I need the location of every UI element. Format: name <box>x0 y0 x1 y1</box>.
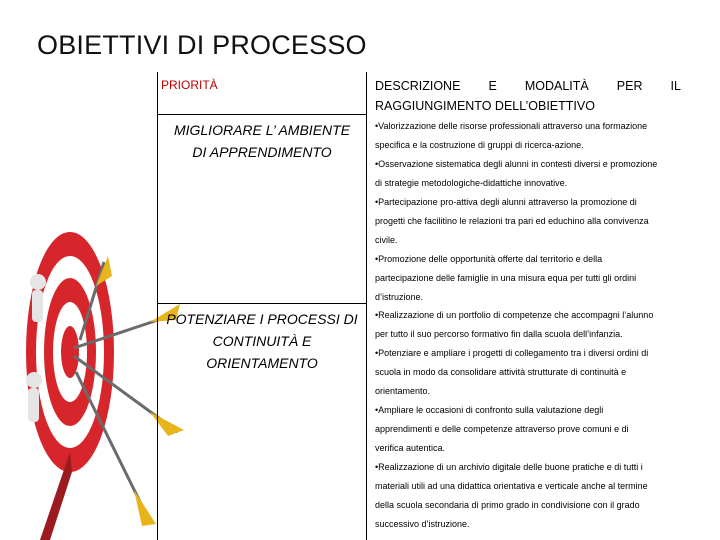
priority-area-title <box>159 308 365 374</box>
table-left-border <box>157 72 158 540</box>
area-title-line: MIGLIORARE L’ AMBIENTE <box>173 122 351 138</box>
area-title-line: ORIENTAMENTO <box>206 355 318 371</box>
bullet-line: •Partecipazione pro-attiva degli alunni attraverso la promozione di <box>375 197 637 207</box>
bullet-line: specifica e la costruzione di gruppi di ricerca-azione. <box>375 140 584 150</box>
bullet-line: successivo d’istruzione. <box>375 519 470 529</box>
bullet-line: apprendimenti e delle competenze attraverso prove comuni e di <box>375 424 629 434</box>
row-divider <box>157 303 366 304</box>
row-divider <box>157 114 366 115</box>
column-divider <box>366 72 367 540</box>
bullet-line: •Potenziare e ampliare i progetti di collegamento tra i diversi ordini di <box>375 348 649 358</box>
priority-header: PRIORITÀ <box>161 78 218 92</box>
header-word: PER <box>616 79 643 93</box>
header-word: IL <box>670 79 681 93</box>
description-bullets <box>375 117 681 307</box>
bullet-line: verifica autentica. <box>375 443 446 453</box>
area-title-line: POTENZIARE I PROCESSI DI <box>166 311 358 327</box>
objectives-table <box>157 72 685 540</box>
description-header-line2: RAGGIUNGIMENTO DELL’OBIETTIVO <box>375 99 595 113</box>
bullet-line: d’istruzione. <box>375 292 424 302</box>
description-header-line1 <box>375 76 681 96</box>
bullet-line: •Realizzazione di un portfolio di competenze che accompagni l’alunno <box>375 310 654 320</box>
priority-area-title <box>159 119 365 163</box>
header-word: E <box>488 79 497 93</box>
bullet-line: di strategie metodologiche-didattiche innovative. <box>375 178 568 188</box>
bullet-line: partecipazione delle famiglie in una misura equa per tutti gli ordini <box>375 273 637 283</box>
bullet-line: progetti che facilitino le relazioni tra pari ed educhino alla convivenza <box>375 216 649 226</box>
bullet-line: materiali utili ad una didattica orientativa e verticale anche al termine <box>375 481 648 491</box>
bullet-line: •Valorizzazione delle risorse professionali attraverso una formazione <box>375 121 648 131</box>
header-word: MODALITÀ <box>524 79 589 93</box>
area-title-line: CONTINUITÀ E <box>212 333 312 349</box>
bullet-line: civile. <box>375 235 398 245</box>
bullet-line: •Promozione delle opportunità offerte dal territorio e della <box>375 254 603 264</box>
slide-title: OBIETTIVI DI PROCESSO <box>37 30 367 60</box>
bullet-line: orientamento. <box>375 386 431 396</box>
bullet-line: •Osservazione sistematica degli alunni in contesti diversi e promozione <box>375 159 658 169</box>
bullet-line: della scuola secondaria di primo grado in condivisione con il grado <box>375 500 640 510</box>
bullet-line: per tutto il suo percorso formativo fin dalla scuola dell’infanzia. <box>375 329 623 339</box>
area-title-line: DI APPRENDIMENTO <box>192 144 332 160</box>
bullet-line: •Realizzazione di un archivio digitale delle buone pratiche e di tutti i <box>375 462 643 472</box>
description-header <box>375 76 681 116</box>
description-bullets <box>375 306 681 534</box>
bullet-line: scuola in modo da consolidare attività strutturate di continuità e <box>375 367 627 377</box>
header-word: DESCRIZIONE <box>375 79 461 93</box>
bullet-line: •Ampliare le occasioni di confronto sulla valutazione degli <box>375 405 604 415</box>
